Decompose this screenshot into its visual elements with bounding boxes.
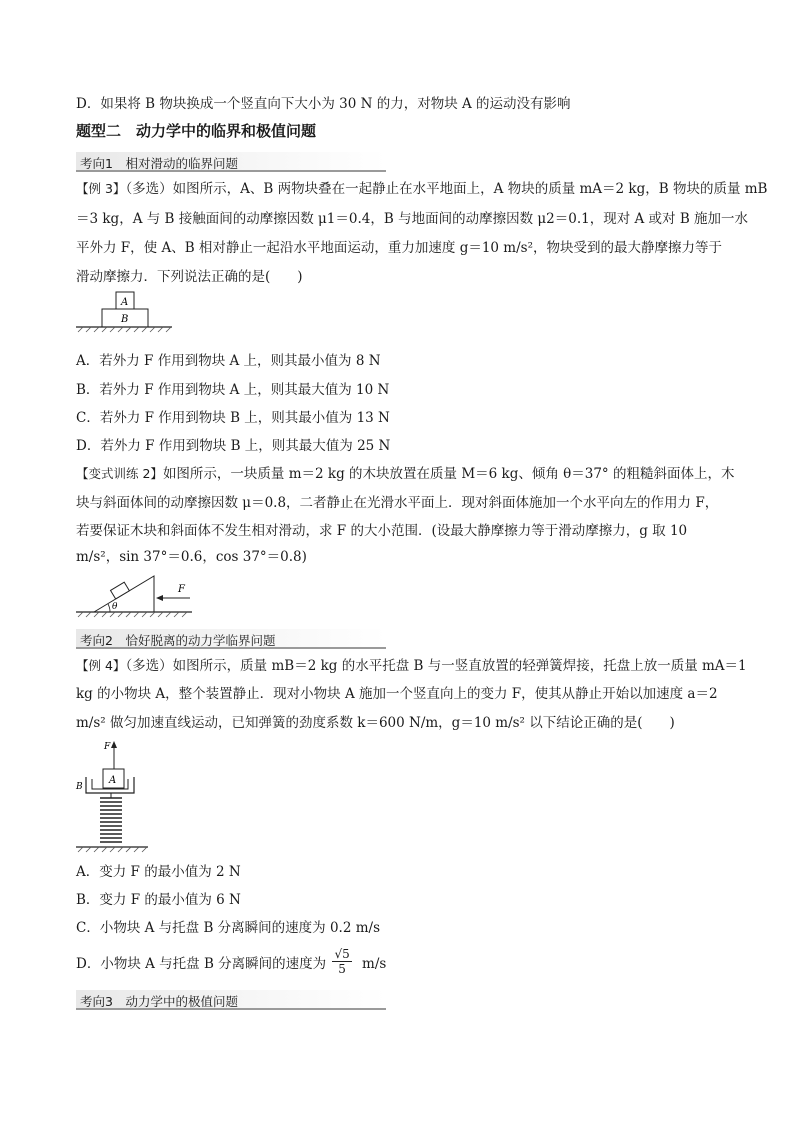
ex3-line-4: 滑动摩擦力．下列说法正确的是( ) [76,269,303,285]
ex3-line-1: 【例 3】（多选）如图所示，A、B 两物块叠在一起静止在水平地面上，A 物块的质量 mA＝2 kg，B 物块的质量 mB [76,181,768,197]
bs2-line-2: 块与斜面体间的动摩擦因数 μ＝0.8，二者静止在光滑水平面上．现对斜面体施加一个水平向左的作用力 F， [76,495,719,511]
prev-option-d: D．如果将 B 物块换成一个竖直向下大小为 30 N 的力，对物块 A 的运动没有影响 [76,96,571,112]
ex3-tag: 【例 3】 [76,181,126,196]
ex4-option-d: D．小物块 A 与托盘 B 分离瞬间的速度为 $\frac{√5}{5}$ m/s [76,947,387,976]
ex4-option-d-fraction: $\frac{√5}{5}$ [334,947,350,976]
ex3-line-2: ＝3 kg，A 与 B 接触面间的动摩擦因数 μ1＝0.4，B 与地面间的动摩擦因数 μ2＝0.1，现对 A 或对 B 施加一水 [76,211,749,227]
bs2-fig-label-theta: θ [112,602,118,612]
ex4-fig-label-f: F [104,742,111,752]
kaoxiang-1-label: 考向1 相对滑动的临界问题 [80,156,238,171]
kaoxiang-3-label: 考向3 动力学中的极值问题 [80,994,238,1009]
ex3-option-a: A．若外力 F 作用到物块 A 上，则其最小值为 8 N [76,353,381,369]
ex4-tag: 【例 4】 [76,658,126,673]
kaoxiang-2-banner [76,629,386,649]
ex4-option-c: C．小物块 A 与托盘 B 分离瞬间的速度为 0.2 m/s [76,920,380,936]
bs2-figure-incline [72,568,196,620]
bs2-fig-label-f: F [178,584,185,595]
ex3-option-b: B．若外力 F 作用到物块 A 上，则其最大值为 10 N [76,382,390,398]
section-title: 题型二 动力学中的临界和极值问题 [76,122,317,140]
ex4-line-3: m/s² 做匀加速直线运动，已知弹簧的劲度系数 k＝600 N/m，g＝10 m/s² 以下结论正确的是( ) [76,715,675,731]
kaoxiang-1-banner [76,152,386,172]
kaoxiang-3-banner [76,990,386,1010]
bs2-tag: 【变式训练 2】 [76,466,163,481]
ex4-fig-label-b: B [76,782,83,792]
bs2-line-3: 若要保证木块和斜面体不发生相对滑动，求 F 的大小范围．(设最大静摩擦力等于滑动摩擦力，g 取 10 [76,523,688,539]
ex3-option-d: D．若外力 F 作用到物块 B 上，则其最大值为 25 N [76,438,391,454]
bs2-line-4: m/s²，sin 37°＝0.6，cos 37°＝0.8) [76,549,307,565]
kaoxiang-2-label: 考向2 恰好脱离的动力学临界问题 [80,633,276,648]
ex4-fig-label-a: A [109,775,117,786]
ex4-option-a: A．变力 F 的最小值为 2 N [76,864,241,880]
ex3-figure-stacked-blocks [72,290,178,336]
ex4-figure-spring-tray [72,737,152,855]
ex3-option-c: C．若外力 F 作用到物块 B 上，则其最小值为 13 N [76,410,390,426]
bs2-line-1: 【变式训练 2】如图所示，一块质量 m＝2 kg 的木块放置在质量 M＝6 kg、倾角 θ＝37° 的粗糙斜面体上，木 [76,466,735,482]
ex4-line-1: 【例 4】（多选）如图所示，质量 mB＝2 kg 的水平托盘 B 与一竖直放置的轻弹簧焊接，托盘上放一质量 mA＝1 [76,658,747,674]
ex4-option-b: B．变力 F 的最小值为 6 N [76,892,241,908]
ex3-fig-label-b: B [121,314,129,325]
ex3-line-3: 平外力 F，使 A、B 相对静止一起沿水平地面运动，重力加速度 g＝10 m/s²，物块受到的最大静摩擦力等于 [76,240,723,256]
ex4-line-2: kg 的小物块 A，整个装置静止．现对小物块 A 施加一个竖直向上的变力 F，使其从静止开始以加速度 a＝2 [76,686,718,702]
ex3-fig-label-a: A [121,297,129,308]
